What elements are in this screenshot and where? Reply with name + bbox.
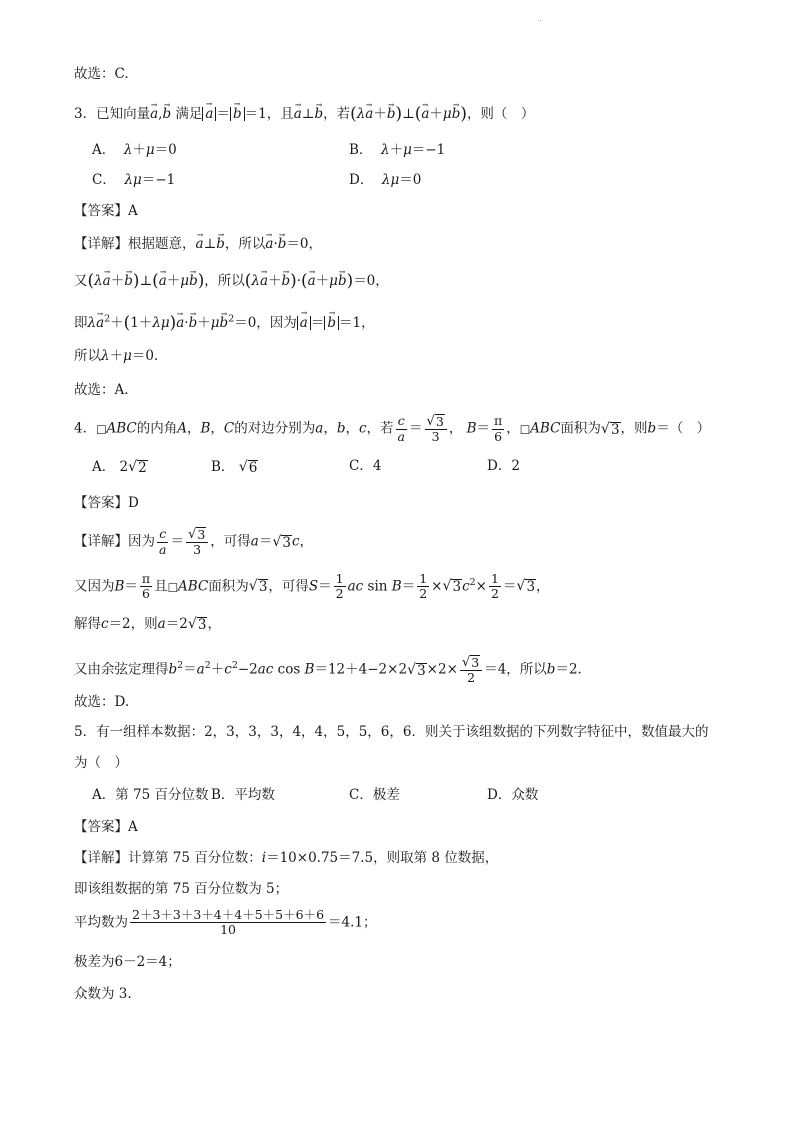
option-d: D．2 <box>487 458 520 474</box>
detail-line: 极差为6－2＝4； <box>74 954 181 970</box>
answer-label: 【答案】A <box>74 203 138 219</box>
option-a: A． 2 √ 2 <box>92 459 147 476</box>
detail-line: 众数为 3. <box>74 986 132 1002</box>
detail-line: 又因为B＝ $\frac{\pi}{6}$ 且□ABC面积为 √ 3 ，可得S＝ $\frac{1}{2}$ ac sin B＝ $\frac{1}{2}$ × √ 3 $c^2\times$ $\frac{1}{2}$ ＝ √ 3 ， <box>74 571 550 602</box>
detail-line: 所以λ＋μ＝0. <box>74 348 159 364</box>
answer-label: 【答案】D <box>74 495 139 511</box>
detail-line: 【详解】计算第 75 百分位数：i＝10×0.75＝7.5，则取第 8 位数据， <box>74 850 499 866</box>
text-line: 故选：D. <box>74 694 130 710</box>
question-5-stem-cont: 为（ ） <box>74 755 128 771</box>
detail-line: 平均数为 $\frac{2+3+3+3+4+4+5+5+6+6}{10}$ ＝4.1； <box>74 907 377 938</box>
detail-line: 即该组数据的第 75 百分位数为 5； <box>74 881 289 897</box>
corner-dot <box>540 20 541 21</box>
option-b: B． √ 6 <box>211 459 258 476</box>
option-c: C．4 <box>349 458 382 474</box>
option-a: A．第 75 百分位数 <box>92 787 209 803</box>
question-4-stem: 4．□ABC的内角A，B，C的对边分别为a，b，c，若 $\frac{c}{a}$ ＝ √ 3 3 ， B＝ $\frac{\pi}{6}$ ，□ABC面积为 √ 3 ，则b＝（ ） <box>74 413 711 445</box>
option-d: D．众数 <box>487 787 539 803</box>
detail-line: 又(λ→ a＋→ b)⊥(→ a＋μ→ b)，所以(λ→ a＋→ b)·(→ a＋μ→ b)＝0， <box>74 272 389 289</box>
text-line: 故选：A. <box>74 382 129 398</box>
detail-line: 即$\lambda\to a^2+(1+\lambda\mu)\to a\cdot\to b+\mu\to b^2=0$，因为→ a ＝→ b ＝1， <box>74 314 375 331</box>
question-5-stem: 5．有一组样本数据：2，3，3，3，4，4，5，5，6，6．则关于该组数据的下列数字特征中，数值最大的 <box>74 724 709 740</box>
option-c: C．极差 <box>349 787 400 803</box>
option-b: B． λ＋μ＝−1 <box>349 142 446 158</box>
detail-line: 【详解】因为 $\frac{c}{a}$ ＝ √ 3 3 ，可得a＝ √ 3 c， <box>74 526 314 558</box>
question-3-stem: 3．已知向量→ a,→ b 满足→ a ＝→ b ＝1，且→ a⊥→ b，若(λ→ a＋→ b)⊥(→ a＋μ→ b)，则（ ） <box>74 105 534 122</box>
answer-label: 【答案】A <box>74 819 138 835</box>
text-line: 故选：C. <box>74 66 129 82</box>
detail-line: 【详解】根据题意，→ a⊥→ b，所以→ a·→ b＝0， <box>74 238 322 252</box>
detail-line: 解得c＝2，则a＝2 √ 3 ， <box>74 616 221 633</box>
option-d: D． λμ＝0 <box>349 172 422 188</box>
option-b: B．平均数 <box>211 787 275 803</box>
option-a: A． λ＋μ＝0 <box>92 142 177 158</box>
detail-line: 又由余弦定理得$b^2=a^2+c^2-2ac$ cos B＝12＋4−2×2 √ 3 ×2× √ 3 2 ＝4，所以b＝2. <box>74 655 582 686</box>
option-c: C． λμ＝−1 <box>92 172 176 188</box>
